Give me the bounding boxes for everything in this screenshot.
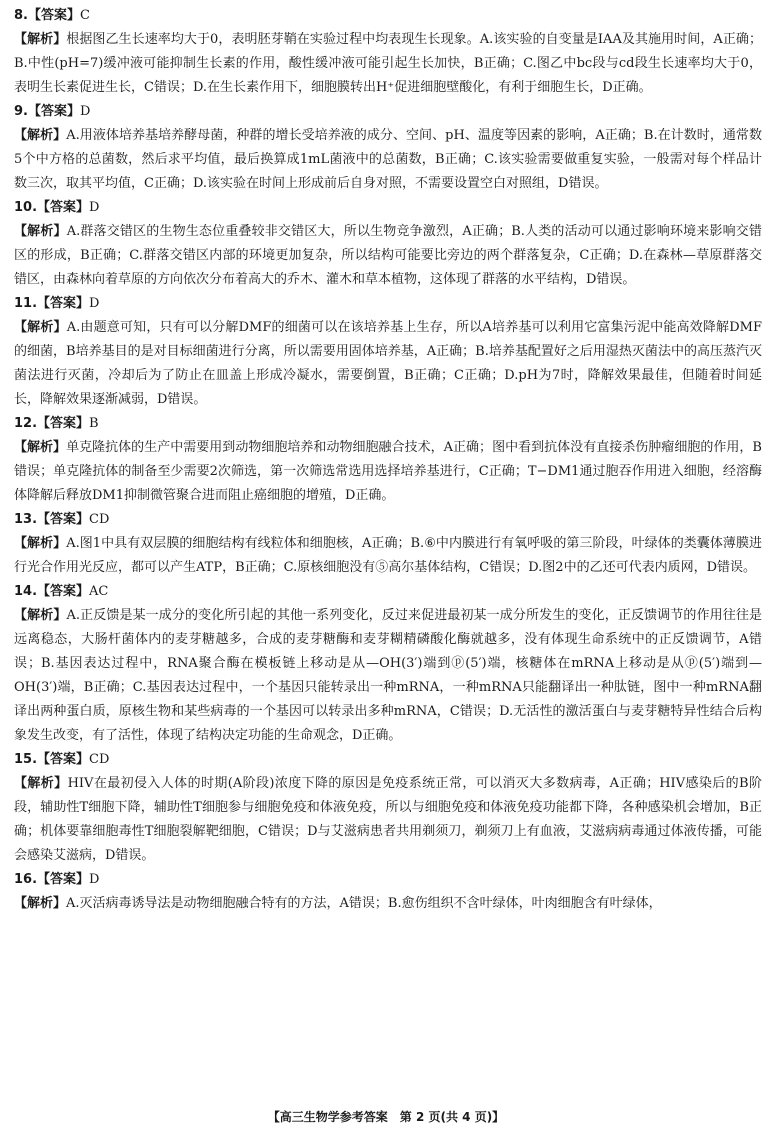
explanation-tag: 【解析】: [14, 320, 67, 335]
explanation: [14, 892, 762, 916]
explanation: [14, 436, 762, 508]
question-number: 15.: [14, 752, 38, 767]
question-9: [14, 100, 762, 196]
answer-line: [14, 292, 762, 316]
answer-value: D: [89, 200, 100, 215]
answer-tag: 【答案】: [37, 200, 90, 215]
answer-value: D: [80, 104, 91, 119]
explanation: [14, 604, 762, 748]
explanation-text: 根据图乙生长速率均大于0，表明胚芽鞘在实验过程中均表现生长现象。A.该实验的自变量是IAA及其施用时间，A正确；B.中性(pH=7)缓冲液可能抑制生长素的作用，酸性缓冲液可能引起生长加快，B正确；C.图乙中bc段与cd段生长速率均大于0，表明生长素促进生长，C错误；D.在生长素作用下，细胞膜转出H⁺促进细胞壁酸化，有利于细胞生长，D正确。: [14, 32, 762, 95]
explanation-tag: 【解析】: [14, 224, 67, 239]
explanation-tag: 【解析】: [14, 128, 67, 143]
answer-tag: 【答案】: [37, 512, 90, 527]
question-number: 9.: [14, 104, 28, 119]
answer-value: CD: [89, 512, 110, 527]
explanation: [14, 772, 762, 868]
question-11: [14, 292, 762, 412]
answer-line: [14, 748, 762, 772]
answer-tag: 【答案】: [27, 104, 80, 119]
answer-tag: 【答案】: [37, 584, 90, 599]
answer-value: B: [89, 416, 99, 431]
question-8: [14, 4, 762, 100]
answer-tag: 【答案】: [37, 872, 90, 887]
explanation-tag: 【解析】: [14, 32, 67, 47]
explanation: [14, 532, 762, 580]
answer-line: [14, 868, 762, 892]
question-number: 10.: [14, 200, 38, 215]
answer-line: [14, 100, 762, 124]
question-number: 12.: [14, 416, 38, 431]
question-number: 16.: [14, 872, 38, 887]
explanation-text: A.图1中具有双层膜的细胞结构有线粒体和细胞核，A正确；B.⑥中内膜进行有氧呼吸的第三阶段，叶绿体的类囊体薄膜进行光合作用光反应，都可以产生ATP，B正确；C.原核细胞没有⑤高尔基体结构，C错误；D.图2中的乙还可代表内质网，D错误。: [14, 536, 762, 575]
explanation: [14, 124, 762, 196]
answer-tag: 【答案】: [37, 296, 90, 311]
explanation-text: HIV在最初侵入人体的时期(A阶段)浓度下降的原因是免疫系统正常，可以消灭大多数病毒，A正确；HIV感染后的B阶段，辅助性T细胞下降，辅助性T细胞参与细胞免疫和体液免疫，所以与细胞免疫和体液免疫功能都下降，各种感染机会增加，B正确；机体要靠细胞毒性T细胞裂解靶细胞，C错误；D与艾滋病患者共用剃须刀，剃须刀上有血液，艾滋病病毒通过体液传播，可能会感染艾滋病，D错误。: [14, 776, 762, 863]
explanation-tag: 【解析】: [14, 440, 67, 455]
explanation-tag: 【解析】: [14, 536, 67, 551]
answer-line: [14, 580, 762, 604]
explanation-text: A.由题意可知，只有可以分解DMF的细菌可以在该培养基上生存，所以A培养基可以利用它富集污泥中能高效降解DMF的细菌，B培养基目的是对目标细菌进行分离，所以需要用固体培养基，A正确；B.培养基配置好之后用湿热灭菌法中的高压蒸汽灭菌法进行灭菌，冷却后为了防止在皿盖上形成冷凝水，需要倒置，B正确；C正确；D.pH为7时，降解效果最佳，但随着时间延长，降解效果逐渐减弱，D错误。: [14, 320, 762, 407]
answer-value: D: [89, 872, 100, 887]
explanation: [14, 220, 762, 292]
answer-tag: 【答案】: [37, 416, 90, 431]
answer-tag: 【答案】: [27, 8, 80, 23]
question-14: [14, 580, 762, 748]
question-number: 13.: [14, 512, 38, 527]
explanation-text: A.灭活病毒诱导法是动物细胞融合特有的方法，A错误；B.愈伤组织不含叶绿体，叶肉细胞含有叶绿体，: [66, 896, 662, 911]
answer-value: C: [80, 8, 90, 23]
answer-list: [14, 4, 762, 916]
page-footer: 【高三生物学参考答案 第 2 页(共 4 页)】: [267, 1110, 505, 1124]
question-13: [14, 508, 762, 580]
answer-value: CD: [89, 752, 110, 767]
question-number: 8.: [14, 8, 28, 23]
explanation: [14, 28, 762, 100]
explanation-text: A.正反馈是某一成分的变化所引起的其他一系列变化，反过来促进最初某一成分所发生的变化，正反馈调节的作用往往是远离稳态，大肠杆菌体内的麦芽糖越多，合成的麦芽糖酶和麦芽糊精磷酸化酶就越多，没有体现生命系统中的正反馈调节，A错误；B.基因表达过程中，RNA聚合酶在模板链上移动是从—OH(3′)端到ⓟ(5′)端，核糖体在mRNA上移动是从ⓟ(5′)端到—OH(3′)端，B正确；C.基因表达过程中，一个基因只能转录出一种mRNA，一种mRNA只能翻译出一种肽链，图中一种mRNA翻译出两种蛋白质，原核生物和某些病毒的一个基因可以转录出多种mRNA，C错误；D.无活性的激活蛋白与麦芽糖特异性结合后构象发生改变，有了活性，体现了结构决定功能的生命观念，D正确。: [14, 608, 762, 743]
question-12: [14, 412, 762, 508]
answer-line: [14, 4, 762, 28]
explanation-text: A.群落交错区的生物生态位重叠较非交错区大，所以生物竞争激烈，A正确；B.人类的活动可以通过影响环境来影响交错区的形成，B正确；C.群落交错区内部的环境更加复杂，所以结构可能要比旁边的两个群落复杂，C正确；D.在森林—草原群落交错区，由森林向着草原的方向依次分布着高大的乔木、灌木和草本植物，这体现了群落的水平结构，D错误。: [14, 224, 762, 287]
question-15: [14, 748, 762, 868]
answer-line: [14, 412, 762, 436]
explanation-tag: 【解析】: [14, 608, 67, 623]
question-number: 11.: [14, 296, 38, 311]
explanation-text: 单克隆抗体的生产中需要用到动物细胞培养和动物细胞融合技术，A正确；图中看到抗体没有直接杀伤肿瘤细胞的作用，B错误；单克隆抗体的制备至少需要2次筛选，第一次筛选常选用选择培养基进行，C正确；T−DM1通过胞吞作用进入细胞，经溶酶体降解后释放DM1抑制微管聚合进而阻止癌细胞的增殖，D正确。: [14, 440, 762, 503]
answer-value: AC: [89, 584, 109, 599]
explanation-tag: 【解析】: [14, 776, 68, 791]
question-number: 14.: [14, 584, 38, 599]
answer-tag: 【答案】: [37, 752, 90, 767]
answer-line: [14, 196, 762, 220]
explanation-text: A.用液体培养基培养酵母菌，种群的增长受培养液的成分、空间、pH、温度等因素的影响，A正确；B.在计数时，通常数5个中方格的总菌数，然后求平均值，最后换算成1mL菌液中的总菌数，B正确；C.该实验需要做重复实验，一般需对每个样品计数三次，取其平均值，C正确；D.该实验在时间上形成前后自身对照，不需要设置空白对照组，D错误。: [14, 128, 762, 191]
question-10: [14, 196, 762, 292]
explanation: [14, 316, 762, 412]
explanation-tag: 【解析】: [14, 896, 67, 911]
question-16: [14, 868, 762, 916]
answer-value: D: [89, 296, 100, 311]
answer-line: [14, 508, 762, 532]
